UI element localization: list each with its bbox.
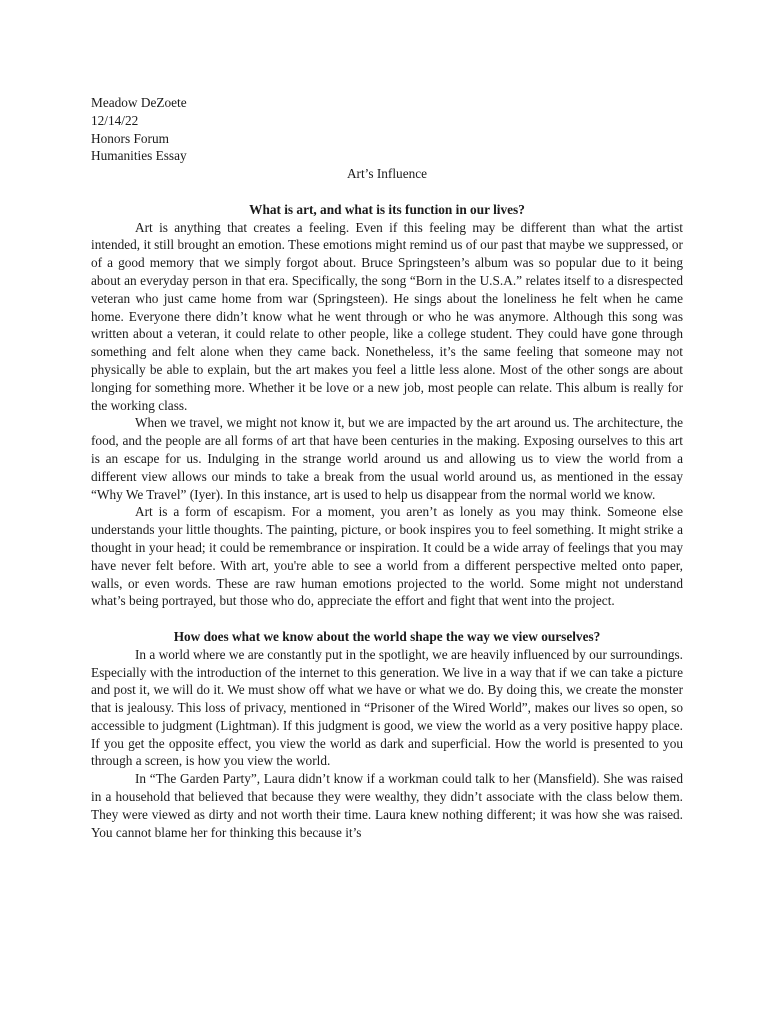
course-name: Honors Forum [91,130,169,146]
assignment-name: Humanities Essay [91,148,187,164]
essay-date: 12/14/22 [91,112,139,128]
author-name: Meadow DeZoete [91,95,187,110]
document-body [91,94,683,841]
paragraph: When we travel, we might not know it, but we are impacted by the art around us. The architecture, the food, and the people are all forms of art that have been centuries in the making. Exposing ourselves to this art is an escape for us. Indulging in the strange world around us and allowing us to view the world from a different view allows our minds to take a break from the usual world around us, as mentioned in the essay “Why We Travel” (Iyer). In this instance, art is used to help us disappear from the normal world we know. [91,415,683,502]
paragraph: In “The Garden Party”, Laura didn’t know if a workman could talk to her (Mansfield). She was raised in a household that believed that because they were wealthy, they didn’t associate with the class below them. They were viewed as dirty and not worth their time. Laura knew nothing different; it was how she was raised. You cannot blame her for thinking this because it’s [91,771,683,840]
section-heading-world: How does what we know about the world shape the way we view ourselves? [173,628,601,644]
paragraph: Art is a form of escapism. For a moment, you aren’t as lonely as you may think. Someone else understands your little thoughts. The painting, picture, or book inspires you to feel something. It might strike a thought in your head; it could be remembrance or inspiration. It could be a wide array of feelings that you may have never felt before. With art, you're able to see a world from a different perspective melted onto paper, walls, or even words. These are raw human emotions projected to the world. Some might not understand what’s being portrayed, but those who do, appreciate the effort and fight that went into the project. [91,504,683,609]
essay-title: Art’s Influence [346,166,428,182]
paragraph: In a world where we are constantly put in the spotlight, we are heavily influenced by our surroundings. Especially with the introduction of the internet to this generation. We live in a way that if we can take a picture and post it, we will do it. We must show off what we have or what we do. By doing this, we create the monster that is jealousy. This loss of privacy, mentioned in “Prisoner of the Wired World”, makes our lives so open, so accessible to judgment (Lightman). If this judgment is good, we view the world as a very positive happy place. If you get the opposite effect, you view the world as dark and superficial. How the world is presented to you through a screen, is how you view the world. [91,646,683,769]
paragraph: Art is anything that creates a feeling. Even if this feeling may be different than what the artist intended, it still brought an emotion. These emotions might remind us of our past that maybe we suppressed, or of a good memory that we simply forgot about. Bruce Springsteen’s album was so popular due to it being about an everyday person in that era. Specifically, the song “Born in the U.S.A.” relates itself to a disrespected veteran who just came home from war (Springsteen). He sings about the loneliness he felt when he came home. Everyone there didn’t know what he went through or who he was anymore. Although this song was written about a veteran, it could relate to other people, like a college student. They could have gone through something and felt alone when they came back. Nonetheless, it’s the same feeling that someone may not physically be able to explain, but the art makes you feel a little less alone. Most of the other songs are about longing for something more. Whether it be love or a new job, most people can relate. This album is really for the working class. [91,219,683,413]
section-heading-art: What is art, and what is its function in our lives? [249,201,525,217]
